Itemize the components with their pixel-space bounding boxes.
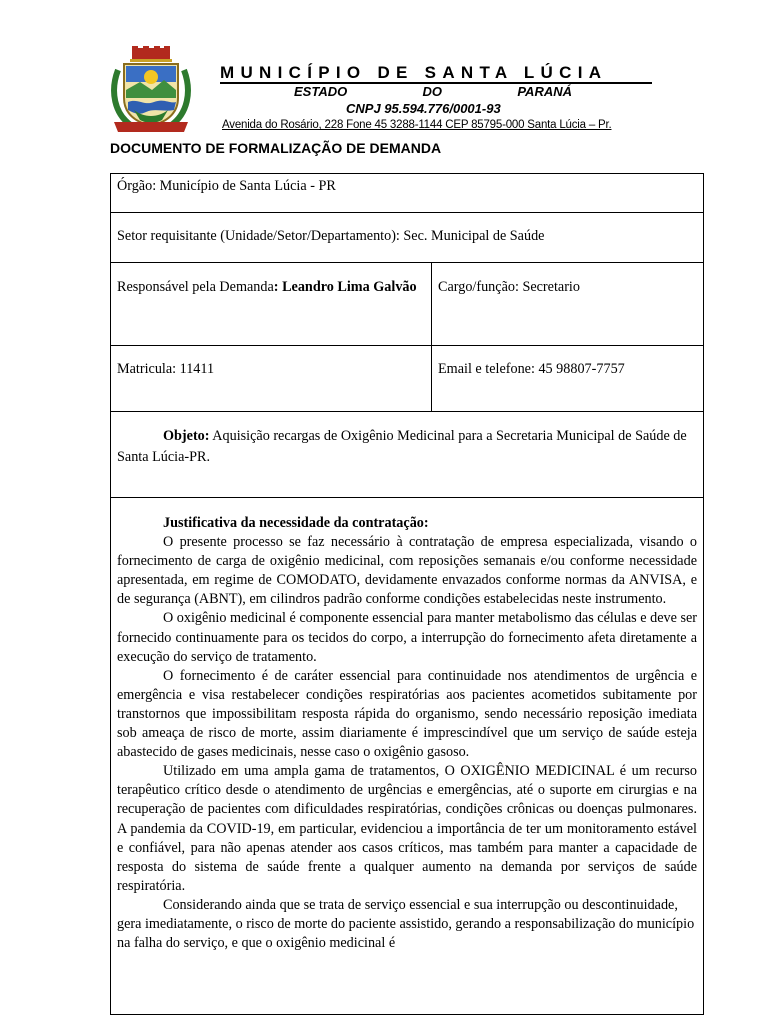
letterhead — [110, 46, 655, 136]
objeto-cell — [111, 412, 704, 498]
email-telefone-cell: Email e telefone: 45 98807-7757 — [432, 346, 704, 412]
state-word: DO — [422, 84, 443, 99]
justificativa-paragraph: O fornecimento é de caráter essencial para continuidade nos atendimentos de urgência e emergência e visa restabelecer condições respiratórias aos pacientes acometidos subitamente por transtornos que impossibilitam resposta rápida do organismo, sendo necessário reposição imediata sob ameaça de risco de morte, assim diariamente é imprescindível que um serviço de saúde esteja abastecido de gases medicinais, nesse caso o oxigênio gasoso. — [117, 667, 697, 761]
table-row — [111, 412, 704, 498]
objeto-label: Objeto: — [163, 428, 210, 444]
matricula-cell: Matricula: 11411 — [111, 346, 432, 412]
responsavel-cell: Responsável pela Demanda: Leandro Lima Galvão — [111, 263, 432, 346]
responsavel-value: Leandro Lima Galvão — [282, 279, 417, 295]
document-title: DOCUMENTO DE FORMALIZAÇÃO DE DEMANDA — [110, 140, 442, 156]
cargo-cell: Cargo/função: Secretario — [432, 263, 704, 346]
table-row — [111, 174, 704, 213]
justificativa-paragraph: Considerando ainda que se trata de serviço essencial e sua interrupção ou descontinuidade, gera imediatamente, o risco de morte do paciente assistido, gerando a responsabilização do município na falha do serviço, e que o oxigênio medicinal é — [117, 896, 695, 952]
table-row — [111, 346, 704, 412]
justificativa-heading: Justificativa da necessidade da contratação: — [163, 515, 429, 531]
state-word: ESTADO — [294, 84, 348, 99]
setor-cell: Setor requisitante (Unidade/Setor/Departamento): Sec. Municipal de Saúde — [111, 213, 704, 263]
table-row — [111, 213, 704, 263]
municipality-name: MUNICÍPIO DE SANTA LÚCIA — [220, 64, 652, 84]
cnpj: CNPJ 95.594.776/0001-93 — [346, 101, 501, 116]
demand-form-table — [110, 173, 704, 1015]
justificativa-cell — [111, 498, 704, 1015]
state-word: PARANÁ — [517, 84, 572, 99]
orgao-cell: Órgão: Município de Santa Lúcia - PR — [111, 174, 704, 213]
table-row — [111, 498, 704, 1015]
justificativa-paragraph: Utilizado em uma ampla gama de tratamentos, O OXIGÊNIO MEDICINAL é um recurso terapêutico crítico desde o atendimento de urgências e emergências, até o suporte em cirurgias e na recuperação de pacientes com dificuldades respiratórias, condições crônicas ou doenças pulmonares. A pandemia da COVID-19, em particular, evidenciou a importância de ter um monitoramento estável e confiável, para não apenas atender aos casos críticos, mas também para manter a capacidade de resposta do sistema de saúde frente a qualquer aumento na demanda por serviços de saúde respiratória. — [117, 763, 697, 894]
municipal-crest-logo — [110, 46, 192, 134]
responsavel-label: Responsável pela Demanda — [117, 279, 274, 295]
objeto-text: Aquisição recargas de Oxigênio Medicinal para a Secretaria Municipal de Saúde de Santa Lúcia-PR. — [117, 428, 687, 465]
justificativa-paragraph: O presente processo se faz necessário à contratação de empresa especializada, visando o fornecimento de carga de oxigênio medicinal, com reposições semanais e/ou conforme necessidade apresentada, em regime de COMODATO, devidamente envazados conforme normas da ANVISA, e de segurança (ABNT), em cilindros padrão conforme condições estabelecidas neste instrumento. — [117, 534, 697, 608]
justificativa-paragraph: O oxigênio medicinal é componente essencial para manter metabolismo das células e deve ser fornecido continuamente para os tecidos do corpo, a interrupção do fornecimento afeta diretamente a execução do serviço de tratamento. — [117, 610, 697, 665]
state-line — [294, 84, 572, 99]
address-line: Avenida do Rosário, 228 Fone 45 3288-1144 CEP 85795-000 Santa Lúcia – Pr. — [222, 119, 612, 131]
table-row — [111, 263, 704, 346]
